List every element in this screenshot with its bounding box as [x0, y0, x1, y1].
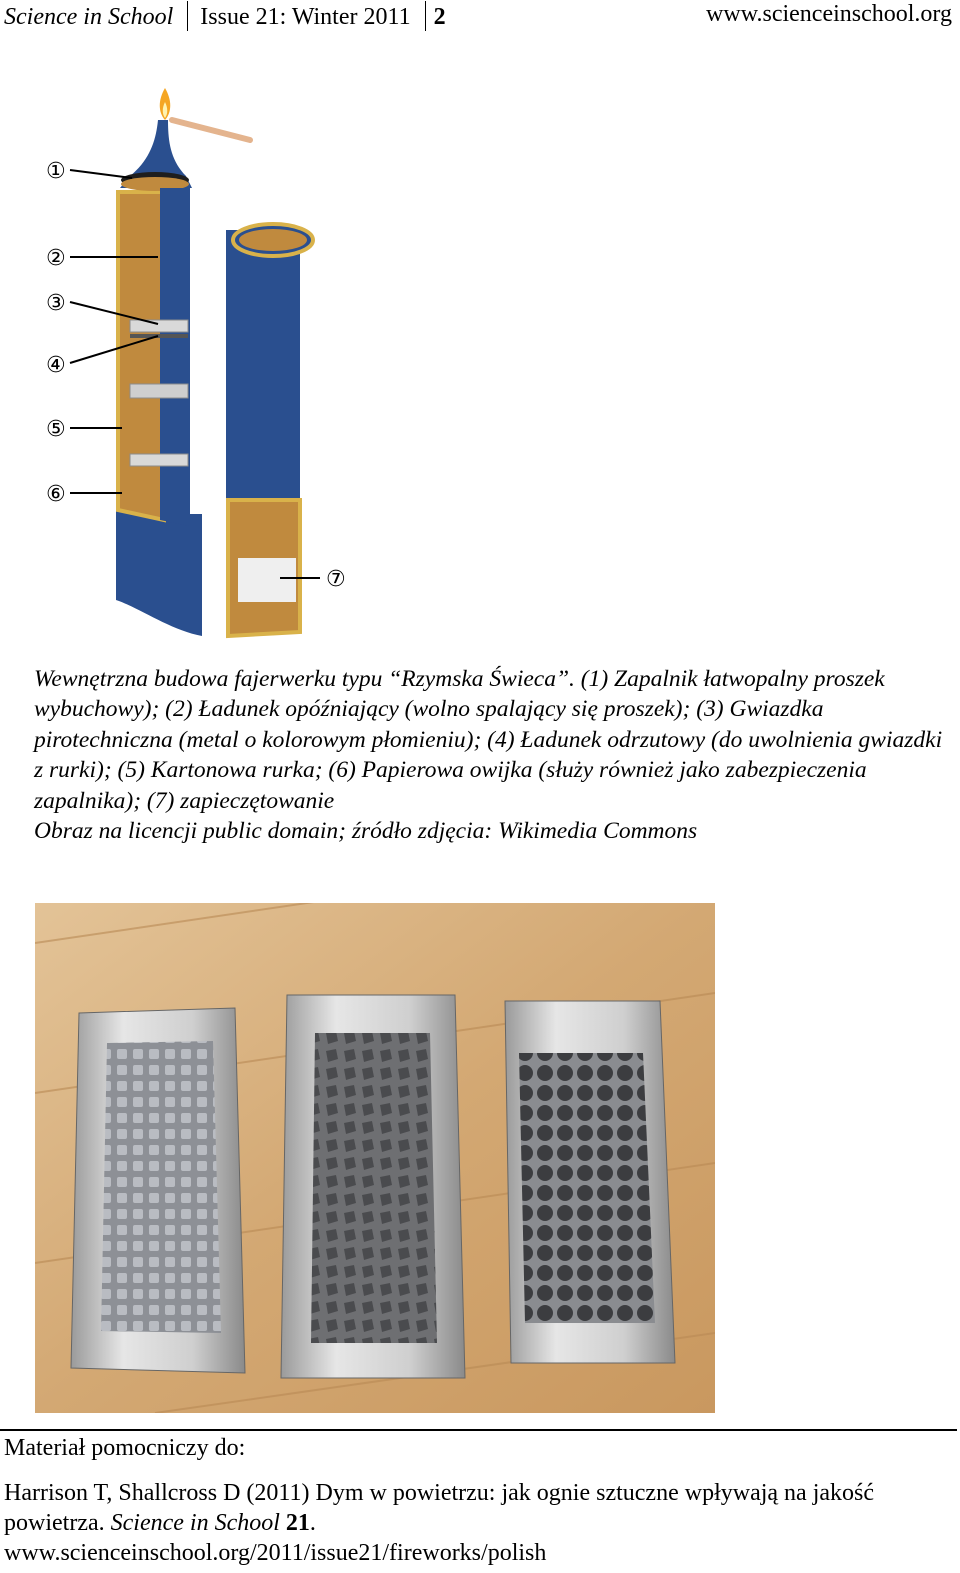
tray-2: [281, 995, 465, 1378]
header-left: [4, 1, 446, 31]
publication-name: Science in School: [4, 4, 174, 30]
reference-url[interactable]: www.scienceinschool.org/2011/issue21/fireworks/polish: [4, 1540, 547, 1566]
reference-issue: 21: [285, 1510, 310, 1536]
tray-1: [71, 1008, 245, 1373]
reference-authors: Harrison T, Shallcross D (2011) Dym w powietrzu: jak ognie sztuczne wpływają na jakość powietrza.: [4, 1480, 874, 1536]
issue-label: Issue 21: Winter 2011: [200, 4, 411, 30]
divider-line: [0, 1429, 957, 1431]
page-number: 2: [433, 4, 446, 30]
header-divider: [187, 1, 188, 31]
pellet-trays-photo: [35, 903, 715, 1413]
header-divider: [425, 1, 426, 31]
tube-right-inner: [239, 229, 307, 251]
lift-charge-1: [130, 334, 188, 338]
roman-candle-diagram: [30, 80, 370, 650]
support-reference: [4, 1478, 954, 1568]
figure-caption: [34, 664, 949, 846]
star-3: [130, 454, 188, 466]
callout-6: ⑥: [46, 482, 66, 507]
star-2: [130, 384, 188, 398]
match-stick: [172, 120, 250, 140]
callout-2: ②: [46, 246, 66, 271]
callout-1: ①: [46, 159, 66, 184]
reference-journal: Science in School: [110, 1510, 280, 1536]
support-label: Materiał pomocniczy do:: [4, 1435, 246, 1461]
seal-plug: [238, 558, 296, 602]
roman-candle-svg: [30, 80, 370, 650]
callout-7: ⑦: [326, 567, 346, 592]
star-1: [130, 320, 188, 332]
caption-text: Wewnętrzna budowa fajerwerku typu “Rzymska Świeca”. (1) Zapalnik łatwopalny proszek wybuchowy); (2) Ładunek opóźniający (wolno spalający się proszek); (3) Gwiazdka pirotechniczna (metal o kolorowym płomieniu); (4) Ładunek odrzutowy (do uwolnienia gwiazdki z rurki); (5) Kartonowa rurka; (6) Papierowa owijka (służy również jako zabezpieczenia zapalnika); (7) zapieczętowanie: [34, 666, 943, 814]
page-header: [0, 0, 960, 34]
callout-4: ④: [46, 353, 66, 378]
tube-outer: [160, 188, 190, 526]
caption-credit: Obraz na licencji public domain; źródło zdjęcia: Wikimedia Commons: [34, 818, 698, 845]
powder-column: [118, 192, 164, 520]
callout-3: ③: [46, 291, 66, 316]
tray-3: [505, 1001, 675, 1363]
callout-5: ⑤: [46, 417, 66, 442]
header-url[interactable]: www.scienceinschool.org: [706, 1, 952, 27]
reference-period: .: [309, 1510, 316, 1536]
pellet-trays-image: [35, 903, 715, 1413]
